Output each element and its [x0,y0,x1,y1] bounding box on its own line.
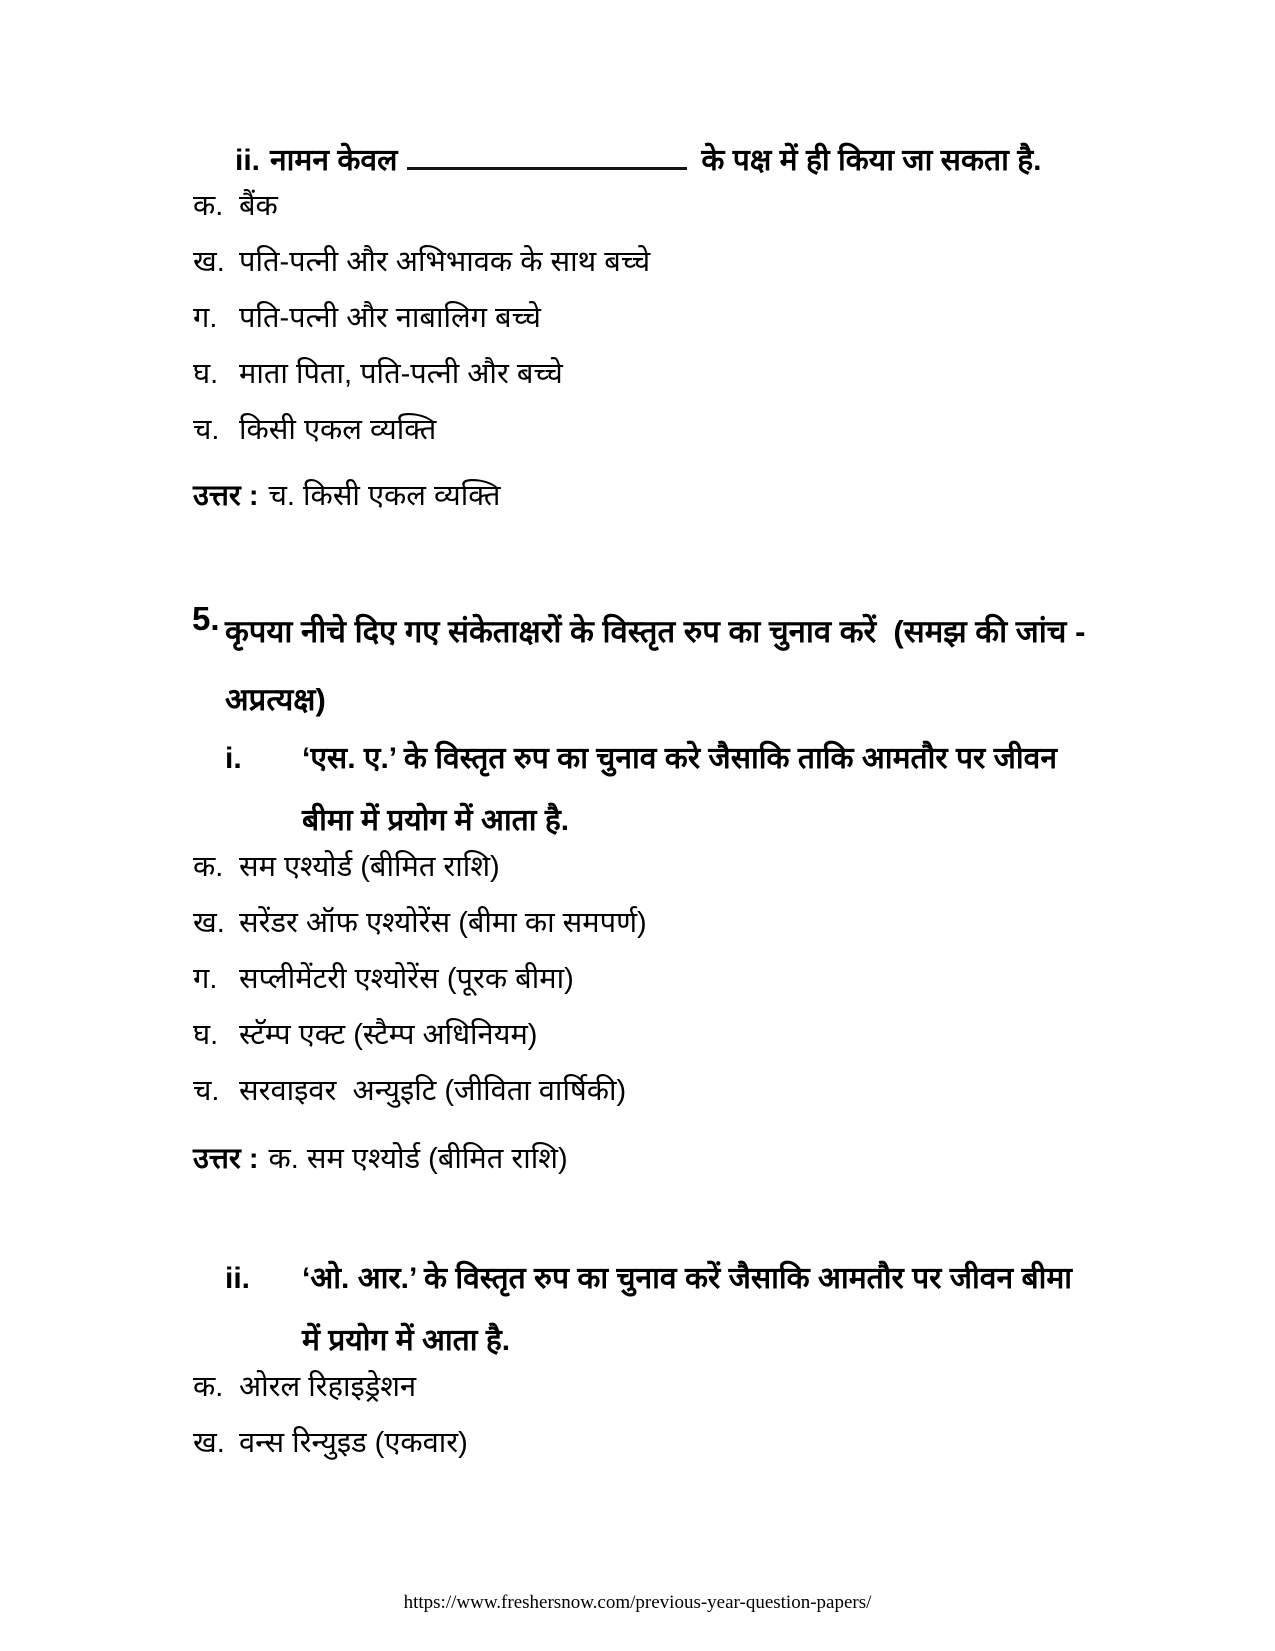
option-label: ख. [193,1427,225,1459]
sub-question-i [225,728,1097,852]
question-ii-options [193,187,650,467]
option-text: ओरल रिहाइड्रेशन [239,1371,417,1403]
option-row-gha [193,355,650,411]
option-text: पति-पत्नी और अभिभावक के साथ बच्चे [239,246,651,278]
sub-question-i-marker: i. [225,742,242,775]
option-label: क. [193,190,224,222]
sub-question-i-text: ‘एस. ए.’ के विस्तृत रुप का चुनाव करे जैसाकि ताकि आमतौर पर जीवन बीमा में प्रयोग में आता है. [302,742,1066,837]
option-label: च. [193,414,220,446]
answer-label: उत्तर : [193,480,259,512]
option-row-gha [193,1016,647,1072]
sub-question-ii-options [193,1368,468,1480]
option-label: ग. [193,963,218,995]
option-label: ख. [193,246,225,278]
question-5-marker: 5. [192,600,220,637]
footer-link[interactable]: https://www.freshersnow.com/previous-year-question-papers/ [403,1592,872,1613]
option-row-ga [193,299,650,355]
option-row-kha [193,904,647,960]
question-ii-answer-row [193,477,500,515]
question-ii-text-after-blank: के पक्ष में ही किया जा सकता है. [701,144,1042,177]
option-label: क. [193,851,224,883]
option-text: स्टॅम्प एक्ट (स्टैम्प अधिनियम) [239,1019,538,1051]
option-label: च. [193,1075,220,1107]
question-5-text: कृपया नीचे दिए गए संकेताक्षरों के विस्तृत रुप का चुनाव करें (समझ की जांच - अप्रत्यक्ष) [225,614,1095,717]
option-label: ख. [193,907,225,939]
option-row-ka [193,848,647,904]
option-text: सम एश्योर्ड (बीमित राशि) [239,851,500,883]
option-row-ka [193,187,650,243]
option-row-cha [193,411,650,467]
question-5-heading [192,598,1097,734]
sub-question-ii-text: ‘ओ. आर.’ के विस्तृत रुप का चुनाव करें जैसाकि आमतौर पर जीवन बीमा में प्रयोग में आता है. [302,1262,1081,1357]
sub-question-ii-marker: ii. [225,1262,251,1295]
option-label: घ. [193,358,219,390]
question-ii-marker: ii. [235,144,261,177]
option-label: क. [193,1371,224,1403]
option-text: माता पिता, पति-पत्नी और बच्चे [239,358,563,390]
option-row-ka [193,1368,468,1424]
answer-text: क. सम एश्योर्ड (बीमित राशि) [268,1143,568,1175]
answer-label: उत्तर : [193,1143,259,1175]
option-text: किसी एकल व्यक्ति [239,414,437,446]
option-row-ga [193,960,647,1016]
sub-question-i-options [193,848,647,1128]
question-ii-stem [235,142,1041,180]
option-text: बैंक [239,190,278,222]
option-row-kha [193,243,650,299]
option-label: घ. [193,1019,219,1051]
sub-question-i-answer-row [193,1140,568,1178]
fill-in-blank-line [407,167,687,170]
option-text: सप्लीमेंटरी एश्योरेंस (पूरक बीमा) [239,963,574,995]
sub-question-ii [225,1248,1097,1372]
page-footer [0,1592,1275,1614]
option-row-kha [193,1424,468,1480]
option-text: पति-पत्नी और नाबालिग बच्चे [239,302,541,334]
option-text: वन्स रिन्युइड (एकवार) [239,1427,468,1459]
option-text: सरवाइवर अन्युइटि (जीविता वार्षिकी) [239,1075,627,1107]
answer-text: च. किसी एकल व्यक्ति [268,480,501,512]
option-row-cha [193,1072,647,1128]
option-label: ग. [193,302,218,334]
option-text: सरेंडर ऑफ एश्योरेंस (बीमा का समपर्ण) [239,907,647,939]
question-ii-text-before-blank: नामन केवल [270,144,398,177]
